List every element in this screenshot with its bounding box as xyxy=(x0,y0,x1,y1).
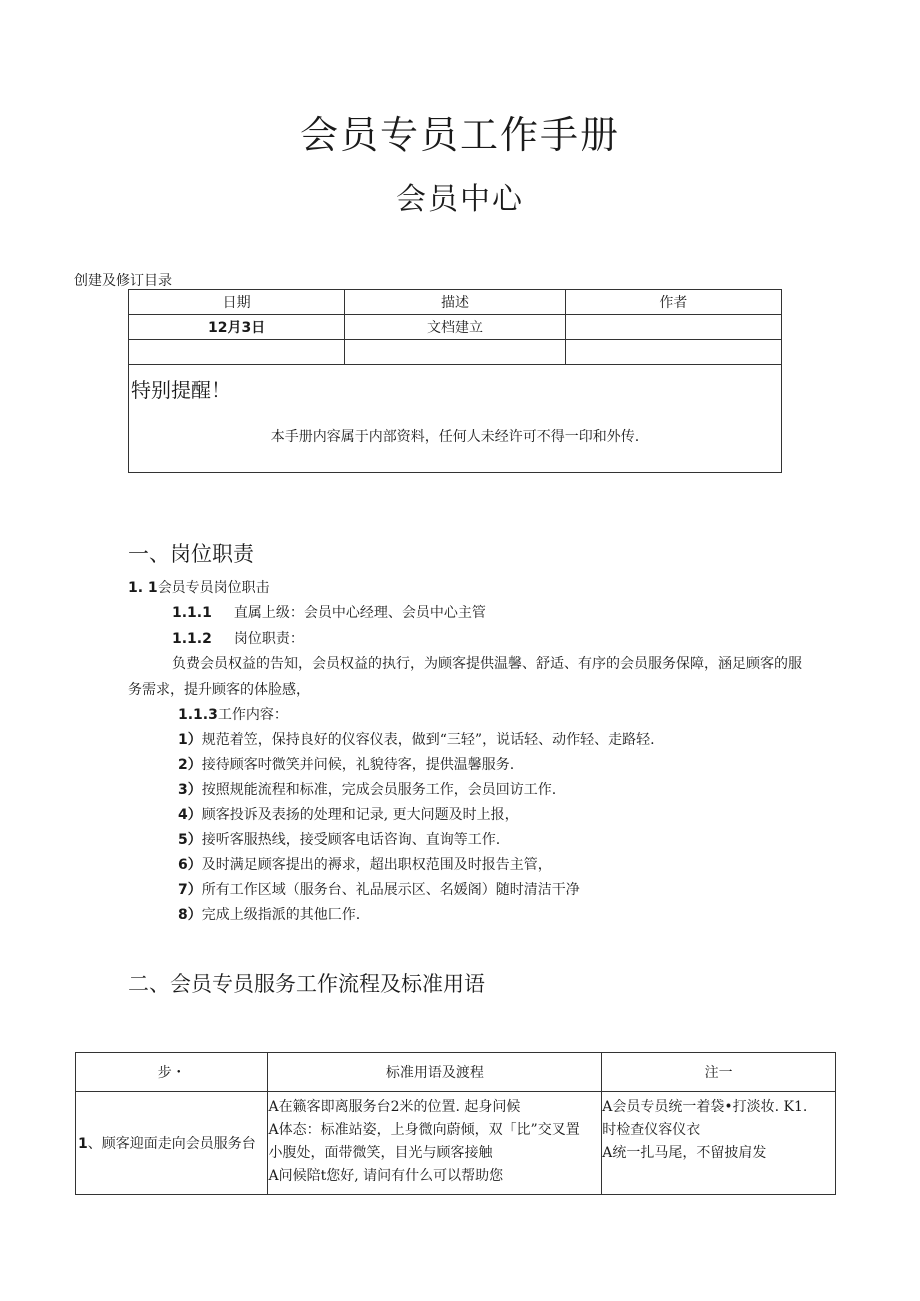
revision-date-cell: 12月3日 xyxy=(129,315,345,340)
procedure-header-standard: 标准用语及渡程 xyxy=(268,1053,602,1092)
duty-item xyxy=(178,804,519,824)
note-line: A统一扎马尾，不留披肩发 xyxy=(602,1145,767,1161)
duty-number: 6） xyxy=(178,857,202,873)
revision-author-cell xyxy=(565,315,781,340)
duty-number: 8） xyxy=(178,907,202,923)
item-number: 1.1.3 xyxy=(178,707,218,723)
revision-header-desc: 描述 xyxy=(345,290,565,315)
revision-desc-cell: 文档建立 xyxy=(345,315,565,340)
procedure-table xyxy=(75,1052,836,1195)
standard-line: A体态：标准站姿，上身微向蔚倾，双「比”交叉置 xyxy=(268,1122,580,1138)
duty-text: 完成上级指派的其他匚作. xyxy=(201,907,361,923)
subsection-1-1 xyxy=(128,577,270,597)
duty-text: 接听客服热线，接受顾客电话咨询、直询等工作. xyxy=(201,832,501,848)
procedure-notes-cell xyxy=(602,1092,836,1195)
section2-heading: 二、会员专员服务工作流程及标准用语 xyxy=(128,972,485,996)
duty-text: 规范着笠，保持良好的仪容仪表，做到“三轻”，说话轻、动作轻、走路轻. xyxy=(201,732,655,748)
item-number: 1.1.2 xyxy=(172,631,212,647)
duty-item xyxy=(178,754,514,774)
revision-header-row xyxy=(129,290,782,315)
duty-text: 及时满足顾客提出的褥求，超出职权范围及时报告主管， xyxy=(201,857,552,873)
section1-heading: 一、岗位职责 xyxy=(128,542,254,566)
duty-text: 按照规能流程和标准，完成会员服务工作，会员回访工作. xyxy=(201,782,557,798)
item-text: 工作内容： xyxy=(217,707,288,723)
item-1-1-2 xyxy=(172,628,304,648)
duty-number: 3） xyxy=(178,782,202,798)
duty-number: 2） xyxy=(178,757,202,773)
empty-cell xyxy=(345,340,565,365)
duty-text: 接待顾客吋微笑并问候，礼貌待客，提供温馨服务. xyxy=(201,757,515,773)
procedure-step-cell xyxy=(76,1092,268,1195)
duty-text: 顾客投诉及表扬的处理和记录, 更大问题及时上报， xyxy=(201,807,519,823)
duty-item xyxy=(178,729,655,749)
duty-item xyxy=(178,779,556,799)
notice-title: 特别提醒！ xyxy=(131,378,231,402)
note-line: 时检查仪容仪衣 xyxy=(602,1122,701,1138)
subsection-number: 1. 1 xyxy=(128,580,158,596)
duty-item xyxy=(178,829,500,849)
duty-item xyxy=(178,854,552,874)
subsection-title: 会员专员岗位职击 xyxy=(157,580,270,596)
revision-row xyxy=(129,315,782,340)
standard-line: A问候陪t您好, 请问有什么可以帮助您 xyxy=(268,1168,504,1184)
duty-number: 4） xyxy=(178,807,202,823)
table-row xyxy=(76,1092,836,1195)
revision-header-author: 作者 xyxy=(565,290,781,315)
duty-number: 7） xyxy=(178,882,202,898)
responsibility-para-line2: 务需求，提升顾客的体脸感， xyxy=(128,682,310,698)
procedure-header-row xyxy=(76,1053,836,1092)
duty-number: 1） xyxy=(178,732,202,748)
duty-item xyxy=(178,879,580,899)
step-text: 、顾客迎面走向会员服务台 xyxy=(87,1136,256,1152)
empty-cell xyxy=(565,340,781,365)
duty-number: 5） xyxy=(178,832,202,848)
revision-label: 创建及修订目录 xyxy=(74,273,172,289)
document-subtitle: 会员中心 xyxy=(396,182,524,217)
procedure-header-step: 步・ xyxy=(76,1053,268,1092)
notice-box xyxy=(128,364,782,473)
revision-empty-row xyxy=(129,340,782,365)
item-1-1-1 xyxy=(172,602,486,622)
revision-header-date: 日期 xyxy=(129,290,345,315)
item-1-1-3 xyxy=(178,704,288,724)
standard-line: 小腹处，面带微笑，目光与顾客接触 xyxy=(268,1145,493,1161)
note-line: A会员专员统一着袋•打淡妆. K1. xyxy=(602,1099,808,1115)
standard-line: A在籁客即离服务台2米的位置. 起身问候 xyxy=(268,1099,521,1115)
duty-text: 所有工作区域（服务台、礼品展示区、名媛阁）随时清洁干净 xyxy=(201,882,580,898)
duty-item xyxy=(178,904,360,924)
procedure-header-notes: 注一 xyxy=(602,1053,836,1092)
item-number: 1.1.1 xyxy=(172,605,212,621)
procedure-standard-cell xyxy=(268,1092,602,1195)
empty-cell xyxy=(129,340,345,365)
item-text: 直属上级：会员中心经理、会员中心主管 xyxy=(233,605,486,621)
document-title: 会员专员工作手册 xyxy=(299,113,620,157)
revision-table xyxy=(128,289,782,365)
item-text: 岗位职责： xyxy=(233,631,304,647)
step-number: 1 xyxy=(78,1136,88,1152)
notice-text: 本手册内容属于内部资料，任何人未经许可不得一印和外传. xyxy=(270,429,640,445)
responsibility-para-line1: 负费会员权益的告知，会员权益的执行，为顾客提供温馨、舒适、有序的会员服务保障，涵足顾客的服 xyxy=(172,656,802,672)
